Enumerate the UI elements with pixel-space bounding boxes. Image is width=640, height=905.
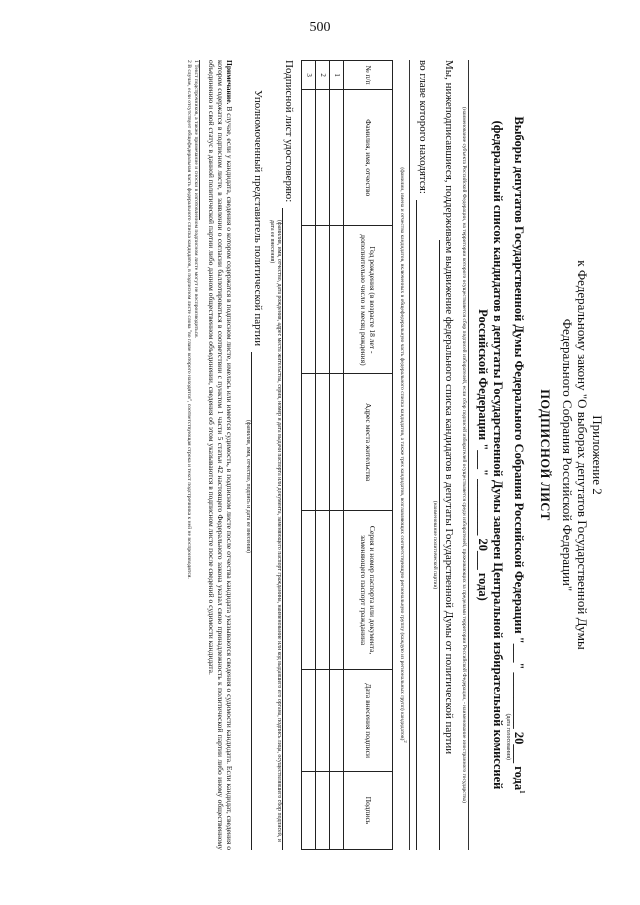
annex-line-3: Федерального Собрания Российской Федерации" [560,318,575,592]
note-block [206,60,234,850]
cell-birth[interactable] [302,226,316,374]
cell-signature[interactable] [302,771,316,849]
col-date: Дата внесения подписи [344,670,393,771]
row-number: 2 [316,61,330,90]
annex-header [560,60,605,850]
head-blank [416,200,429,850]
rep-row [251,60,264,850]
table-row [330,61,344,850]
cell-address[interactable] [316,374,330,510]
annex-line-1: Приложение 2 [590,415,605,495]
row-number: 3 [302,61,316,90]
signatures-table [301,60,393,850]
annex-line-2: к Федеральному закону "О выборах депутатов Государственной Думы [575,260,590,650]
col-name: Фамилия, имя, отчество [344,90,393,226]
certify-label: Подписной лист удостоверяю: [283,60,296,203]
row-number: 1 [330,61,344,90]
cell-date[interactable] [316,670,330,771]
candidates-line [409,60,410,850]
rep-blank [251,352,264,850]
certify-row [282,60,295,850]
cell-name[interactable] [330,90,344,226]
cell-passport[interactable] [302,510,316,670]
rotated-form [45,60,605,850]
col-birth: Год рождения (в возрасте 18 лет - дополнительно число и месяц рождения) [344,226,393,374]
cell-signature[interactable] [316,771,330,849]
cell-date[interactable] [302,670,316,771]
cell-name[interactable] [302,90,316,226]
footnote-ref-1: 1 [518,790,526,794]
cell-signature[interactable] [330,771,344,849]
head-row [416,60,429,850]
registration-line-2: Российской Федерации "___" _________ 20___ года) [475,309,490,601]
note-text: В случае, если у кандидата, сведения о котором содержатся в подписном листе, имелась или имеется судимость, в подписном листе после отчества кандидата указываются сведения о судимости кандидата. Если кандидат, сведения о котором содержатся в подписном листе, в заявлении о согласии баллотироваться в соответствии с пунктом 1 части 5 статьи 42 настоящего Федерального закона указал свою принадлежность к политической партии либо иному общественному объединению и свой статус в данной политической партии либо данном общественном объединении, сведения об этом указываются в подписном листе после сведений о судимости кандидата. [206,60,235,850]
table-header-row [344,61,393,850]
note-label: Примечание. [225,60,235,105]
cell-passport[interactable] [316,510,330,670]
doc-title: ПОДПИСНОЙ ЛИСТ [538,389,552,521]
footnote-ref-2: 2 [403,740,409,743]
candidates-note-wrap [399,60,409,850]
certify-blank [282,208,295,850]
cell-date[interactable] [330,670,344,771]
cell-address[interactable] [302,374,316,510]
certify-note: (фамилия, имя, отчество, дата рождения, адрес места жительства, серия, номер и дата выдачи паспорта или документа, заменяющего паспорт гражданина, наименование или код выдавшего его органа, подпись лица, осуществлявшего сбор подписей, и дата ее внесения) [269,220,283,842]
table-row [316,61,330,850]
election-line [511,60,529,850]
head-label: во главе которого находятся: [417,60,430,194]
col-passport: Серия и номер паспорта или документа, заменяющего паспорт гражданина [344,510,393,670]
col-signature: Подпись [344,771,393,849]
footnote-2: 2 В случае, если отсутствует общефедеральная часть федерального списка кандидатов, в подписном листе слова "во главе которого находятся", соответствующая строка и текст подстрочника к ней не воспроизводятся. [186,60,193,579]
col-address: Адрес места жительства [344,374,393,510]
candidates-note: (фамилии, имена и отчества кандидатов, включенных в общефедеральную часть федерального списка кандидатов, а также трех кандидатов, возглавляющих соответствующую региональную группу (каждую из региональных групп) кандидатов) [399,167,406,741]
election-date-note: (дата голосования) [504,713,511,760]
rep-label: Уполномоченный представитель политической партии [252,90,265,347]
col-num: № п/п [344,61,393,90]
cell-name[interactable] [316,90,330,226]
party-note: (наименование политической партии) [432,500,439,590]
cell-address[interactable] [330,374,344,510]
we-sentence: Мы, нижеподписавшиеся, поддерживаем выдвижение федерального списка кандидатов в депутаты Государственной Думы от политической партии [443,60,456,755]
election-text: Выборы депутатов Государственной Думы Федерального Собрания Российской Федерации "___" _________ 20___ года [511,116,526,791]
cell-birth[interactable] [316,226,330,374]
territory-line [468,60,469,850]
territory-note: (наименование субъекта Российской Федерации, на территории которого осуществляется сбор подписей избирателей, если сбор подписей избирателей осуществляется среди избирателей, проживающих за пределами территории Российской Федерации, - наименование иностранного государства) [460,107,467,803]
table-row [302,61,316,850]
registration-line-1: (федеральный список кандидатов в депутаты Государственной Думы заверен Центральной избирательной комиссией [490,120,505,790]
page-number: 500 [309,20,331,35]
rep-note: (фамилия, имя, отчество, подпись и дата ее внесения) [245,420,252,553]
cell-birth[interactable] [330,226,344,374]
footnote-separator [199,60,200,220]
cell-passport[interactable] [330,510,344,670]
footnote-1: 1 Текст подстрочников, а также примечание и сноски в изготовленном подписном листе могут не воспроизводиться. [193,60,200,339]
